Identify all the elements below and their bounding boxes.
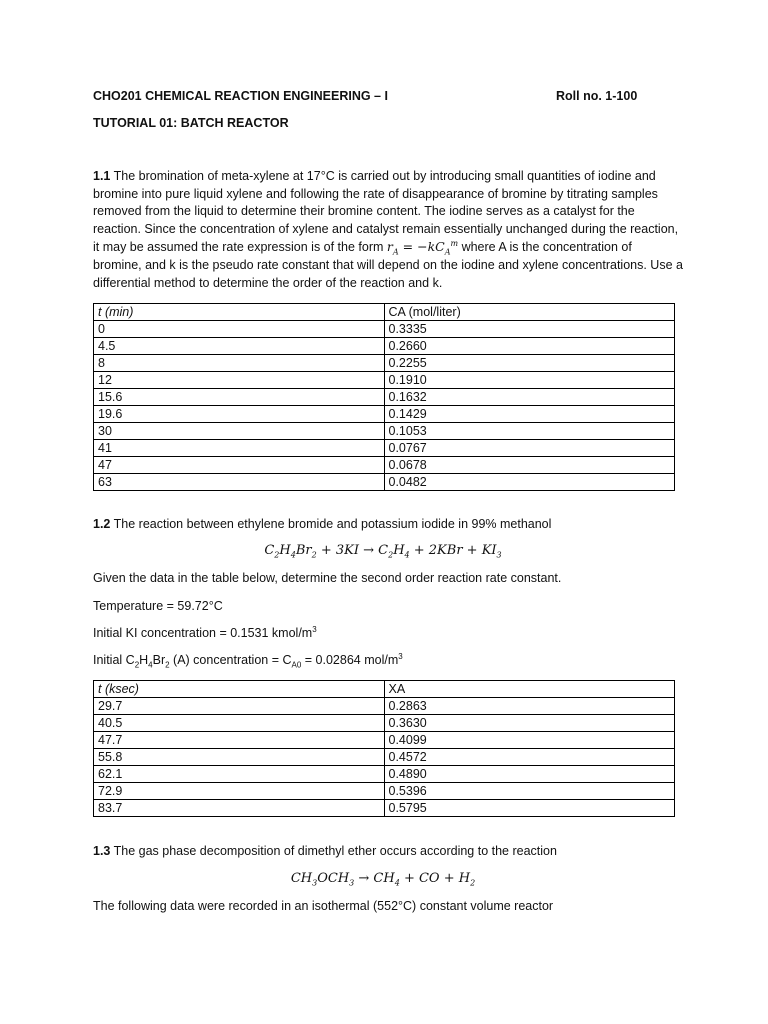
cell-value: 0.1053 [384, 423, 675, 440]
cell-time: 41 [94, 440, 385, 457]
table-row [94, 338, 675, 355]
table-row [94, 732, 675, 749]
reaction-equation-1-2: $C_2H_4Br_2 + 3KI \to C_2H_4 + 2KBr + KI_3$ [264, 543, 502, 560]
course-title: CHO201 CHEMICAL REACTION ENGINEERING – I [93, 89, 388, 103]
table-row [94, 355, 675, 372]
table-row [94, 389, 675, 406]
table-row [94, 372, 675, 389]
cell-time: 0 [94, 321, 385, 338]
cell-time: 62.1 [94, 766, 385, 783]
table-ethylene-bromide [93, 680, 675, 817]
cell-time: 4.5 [94, 338, 385, 355]
cell-value: 0.0678 [384, 457, 675, 474]
cell-value: 0.4099 [384, 732, 675, 749]
column-header-time: t (min) [94, 304, 385, 321]
question-1-1 [93, 168, 683, 292]
cell-value: 0.1429 [384, 406, 675, 423]
cell-value: 0.2660 [384, 338, 675, 355]
table-row [94, 749, 675, 766]
cell-value: 0.5396 [384, 783, 675, 800]
cell-time: 47 [94, 457, 385, 474]
cell-time: 40.5 [94, 715, 385, 732]
column-header-conversion: XA [384, 681, 675, 698]
question-text-a: The bromination of meta-xylene at 17°C is carried out by introducing small quantities of iodine and bromine into pure liquid xylene and following the rate of disappearance of bromine by titrating samples removed from the liquid to determine their bromine content. The iodine serves as a catalyst for the reaction. Since the concentration of xylene and catalyst remain essentially unchanged during the reaction, it may be assumed the rate expression is of the form [93, 169, 679, 255]
table-row [94, 698, 675, 715]
question-1-3 [93, 844, 557, 858]
table-row [94, 800, 675, 817]
cell-value: 0.2863 [384, 698, 675, 715]
question-text-b: where A is the concentration of bromine, and k is the pseudo rate constant that will depend on the iodine and xylene concentrations. Use a differential method to determine the order of the reaction and k. [93, 240, 683, 290]
cell-value: 0.4572 [384, 749, 675, 766]
cell-value: 0.0767 [384, 440, 675, 457]
ki-concentration-line: Initial KI concentration = 0.1531 kmol/$m^3$ [93, 624, 317, 640]
table-row [94, 440, 675, 457]
table-row [94, 457, 675, 474]
temperature-line: Temperature = 59.72°C [93, 599, 223, 613]
cell-time: 63 [94, 474, 385, 491]
cell-time: 19.6 [94, 406, 385, 423]
a-concentration-line: Initial $C_2H_4Br_2$ (A) concentration = $C_{A0} = 0.02864$ mol/$m^3$ [93, 651, 403, 670]
cell-time: 8 [94, 355, 385, 372]
cell-time: 30 [94, 423, 385, 440]
cell-value: 0.5795 [384, 800, 675, 817]
question-text: The gas phase decomposition of dimethyl ether occurs according to the reaction [113, 844, 557, 858]
table-row [94, 423, 675, 440]
cell-time: 83.7 [94, 800, 385, 817]
cell-value: 0.1910 [384, 372, 675, 389]
column-header-concentration: CA (mol/liter) [384, 304, 675, 321]
cell-time: 12 [94, 372, 385, 389]
table-row [94, 406, 675, 423]
cell-value: 0.0482 [384, 474, 675, 491]
table-row [94, 715, 675, 732]
cell-value: 0.4890 [384, 766, 675, 783]
cell-time: 15.6 [94, 389, 385, 406]
question-number: 1.1 [93, 169, 111, 183]
cell-value: 0.3335 [384, 321, 675, 338]
roll-number: Roll no. 1-100 [556, 89, 638, 103]
cell-value: 0.3630 [384, 715, 675, 732]
cell-value: 0.2255 [384, 355, 675, 372]
cell-time: 47.7 [94, 732, 385, 749]
followup-statement: The following data were recorded in an isothermal (552°C) constant volume reactor [93, 899, 554, 913]
question-number: 1.3 [93, 844, 111, 858]
table-header-row [94, 681, 675, 698]
question-number: 1.2 [93, 517, 111, 531]
cell-time: 29.7 [94, 698, 385, 715]
column-header-time: t (ksec) [94, 681, 385, 698]
question-1-2 [93, 517, 551, 531]
table-row [94, 321, 675, 338]
cell-time: 72.9 [94, 783, 385, 800]
cell-time: 55.8 [94, 749, 385, 766]
cell-value: 0.1632 [384, 389, 675, 406]
table-bromination [93, 303, 675, 491]
tutorial-title: TUTORIAL 01: BATCH REACTOR [93, 116, 289, 130]
question-text: The reaction between ethylene bromide and potassium iodide in 99% methanol [113, 517, 552, 531]
table-row [94, 474, 675, 491]
rate-expression: $r_A = -kC_A^m$ [386, 239, 459, 257]
table-row [94, 766, 675, 783]
table-row [94, 783, 675, 800]
given-statement: Given the data in the table below, determine the second order reaction rate constant. [93, 571, 562, 585]
table-header-row [94, 304, 675, 321]
reaction-equation-1-3: $CH_3OCH_3 \to CH_4$ + CO + $H_2$ [290, 871, 476, 888]
